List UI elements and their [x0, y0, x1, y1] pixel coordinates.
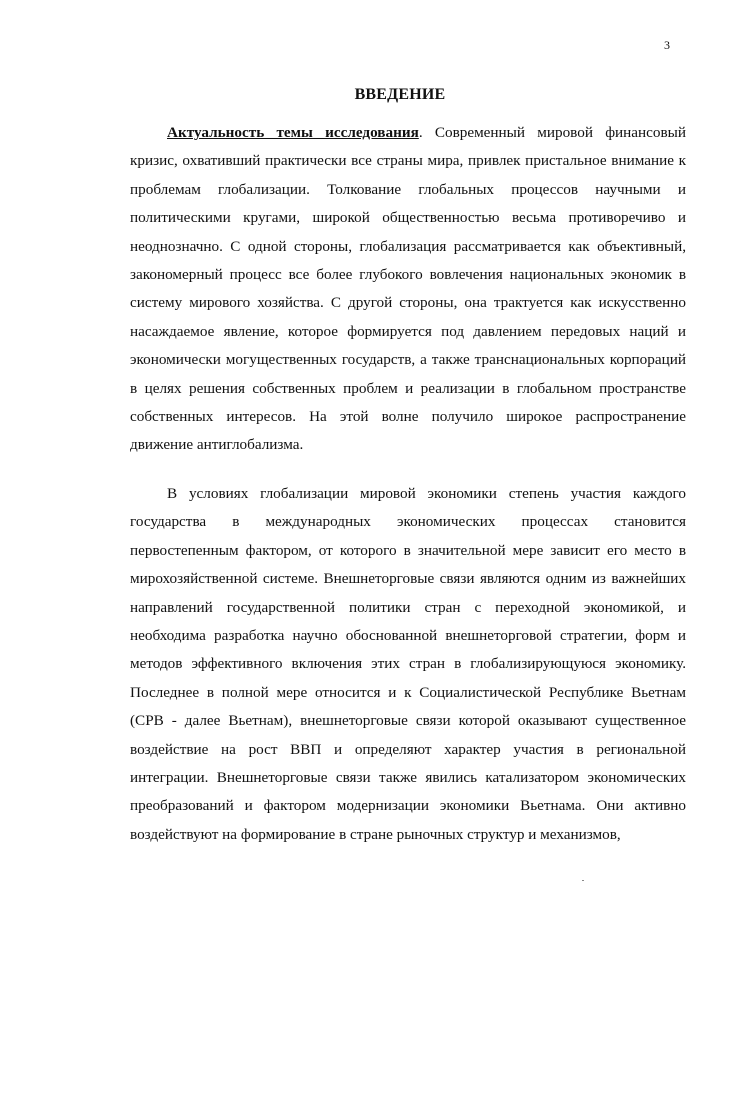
- page-number: 3: [664, 38, 670, 52]
- section-title: ВВЕДЕНИЕ: [354, 86, 446, 103]
- paragraph-text: В условиях глобализации мировой экономики степень участия каждого государства в международных экономических процессах становится первостепенным фактором, от которого в значительной мере зависит его место в мирохозяйственной системе. Внешнеторговые связи являются одним из важнейших направлений государственной политики стран с переходной экономикой, и необходима разработка научно обоснованной внешнеторговой стратегии, форм и методов эффективного включения этих стран в глобализирующуюся экономику. Последнее в полной мере относится и к Социалистической Республике Вьетнам (СРВ - далее Вьетнам), внешнеторговые связи которой оказывают существенное воздействие на рост ВВП и определяют характер участия в региональной интеграции. Внешнеторговые связи также явились катализатором экономических преобразований и фактором модернизации экономики Вьетнама. Они активно воздействуют на формирование в стране рыночных структур и механизмов,: [130, 485, 686, 843]
- paragraph-globalization: [130, 480, 686, 849]
- paragraph-body: . Современный мировой финансовый кризис, охвативший практически все страны мира, привлек пристальное внимание к проблемам глобализации. Толкование глобальных процессов научными и политическими кругами, широкой общественностью весьма противоречиво и неоднозначно. С одной стороны, глобализация рассматривается как объективный, закономерный процесс все более глубокого вовлечения национальных экономик в систему мирового хозяйства. С другой стороны, она трактуется как искусственно насаждаемое явление, которое формируется под давлением передовых наций и экономически могущественных государств, а также транснациональных корпораций в целях решения собственных проблем и реализации в глобальном пространстве собственных интересов. На этой волне получило широкое распространение движение антиглобализма.: [130, 124, 686, 454]
- scan-speck: [582, 880, 584, 881]
- paragraph-lead-heading: Актуальность темы исследования: [167, 124, 419, 141]
- paragraph-text: [130, 119, 686, 460]
- paragraph-relevance: [130, 119, 686, 460]
